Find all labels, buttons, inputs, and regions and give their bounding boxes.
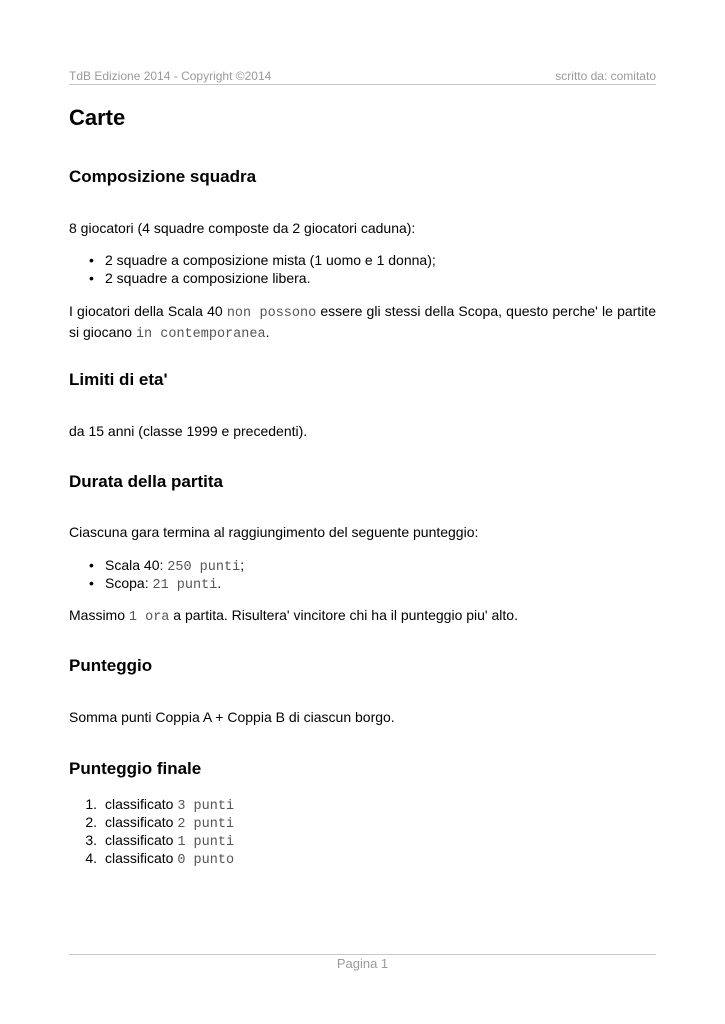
list-item: • 2 squadre a composizione libera. [89, 270, 311, 286]
page-number: Pagina 1 [336, 956, 389, 971]
code-contemporanea: in contemporanea [135, 327, 266, 342]
bullet-icon: • [89, 575, 94, 591]
document-page [69, 0, 656, 1024]
durata-list [69, 556, 244, 592]
list-item: 2. classificato 2 punti [85, 814, 235, 832]
punteggio-text: Somma punti Coppia A + Coppia B di ciascun borgo. [69, 709, 395, 725]
heading-composizione: Composizione squadra [69, 167, 257, 186]
header-copyright: TdB Edizione 2014 - Copyright ©2014 [69, 69, 272, 83]
list-item: • 2 squadre a composizione mista (1 uomo e 1 donna); [89, 252, 436, 268]
code-ora: 1 ora [128, 610, 170, 625]
list-item: 4. classificato 0 punto [85, 850, 235, 868]
bullet-icon: • [89, 270, 94, 286]
code-non-possono: non possono [226, 306, 317, 321]
composizione-note: I giocatori della Scala 40 non possono essere gli stessi della Scopa, questo perche' le partite si giocano in contemporanea. [69, 303, 656, 342]
limiti-text: da 15 anni (classe 1999 e precedenti). [69, 423, 308, 439]
running-header [69, 68, 656, 85]
list-item: 3. classificato 1 punti [85, 832, 235, 850]
durata-intro: Ciascuna gara termina al raggiungimento del seguente punteggio: [69, 524, 479, 540]
finale-list [69, 795, 234, 867]
bullet-icon: • [89, 557, 94, 573]
heading-durata: Durata della partita [69, 472, 223, 491]
composizione-list [69, 251, 436, 287]
footer-divider [69, 954, 656, 955]
heading-punteggio-finale: Punteggio finale [69, 759, 202, 778]
heading-limiti: Limiti di eta' [69, 370, 168, 389]
composizione-intro: 8 giocatori (4 squadre composte da 2 giocatori caduna): [69, 220, 416, 236]
bullet-icon: • [89, 252, 94, 268]
durata-note: Massimo 1 ora a partita. Risultera' vincitore chi ha il punteggio piu' alto. [69, 607, 518, 625]
page-title: Carte [69, 105, 126, 130]
list-item: • Scala 40: 250 punti; [89, 557, 245, 575]
header-author: scritto da: comitato [555, 69, 656, 83]
list-item: 1. classificato 3 punti [85, 796, 235, 814]
heading-punteggio: Punteggio [69, 656, 153, 675]
list-item: • Scopa: 21 punti. [89, 575, 222, 593]
